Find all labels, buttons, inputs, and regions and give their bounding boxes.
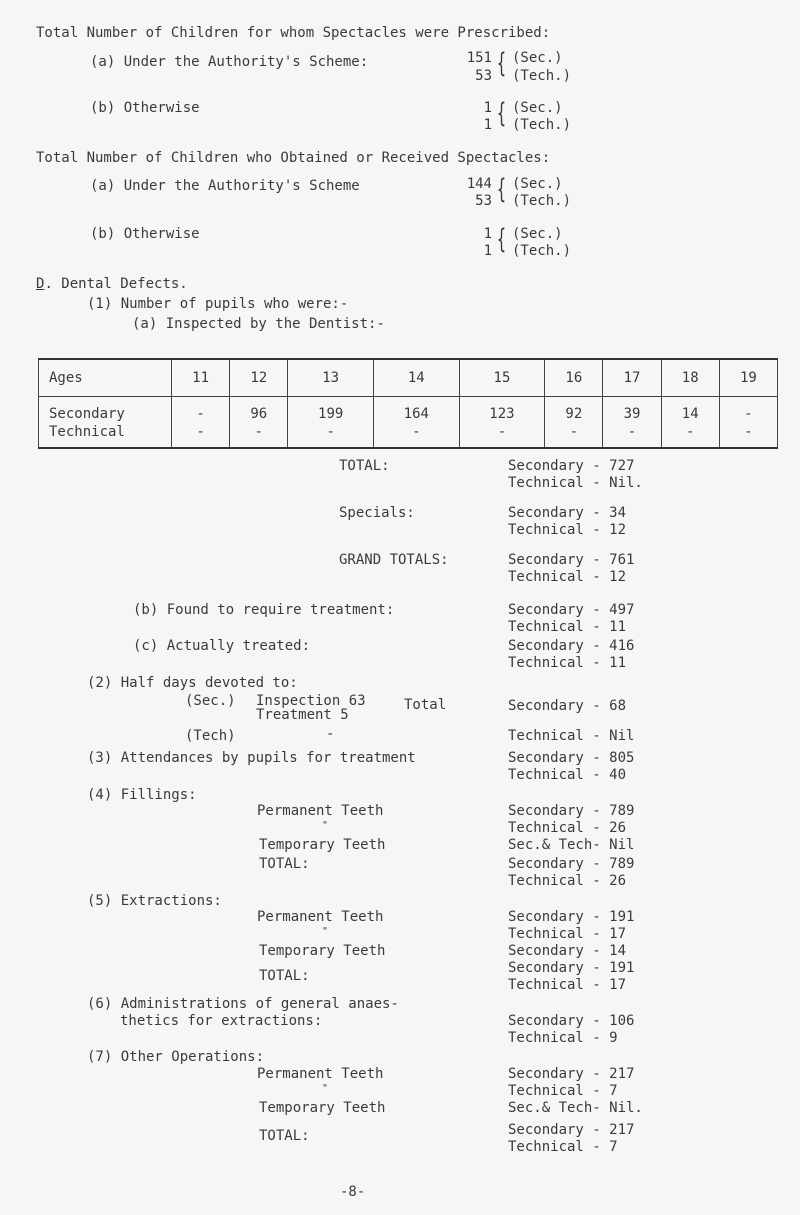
extractions-temporary-teeth: Temporary Teeth: [259, 943, 386, 959]
table-cell: -: [172, 397, 230, 424]
table-header-cell: 14: [373, 359, 459, 397]
brace-icon: {: [497, 98, 506, 129]
extractions-permanent-teeth: Permanent Teeth: [257, 909, 384, 925]
table-row: [39, 423, 778, 448]
dental-q1a: (a) Inspected by the Dentist:-: [132, 316, 385, 332]
spectacles-obtained-heading: Total Number of Children who Obtained or Received Spectacles:: [36, 150, 551, 166]
table-header-cell: 17: [603, 359, 661, 397]
prescribed-b-tech: 1: [483, 117, 492, 133]
table-header-cell: 12: [230, 359, 288, 397]
grand-secondary: Secondary - 761: [508, 552, 635, 568]
extractions-total-secondary: Secondary - 191: [508, 960, 635, 976]
fillings-temporary-teeth: Temporary Teeth: [259, 837, 386, 853]
extractions-perm-secondary: Secondary - 191: [508, 909, 635, 925]
table-cell: -: [719, 423, 777, 448]
table-header-cell: 19: [719, 359, 777, 397]
table-cell: -: [545, 423, 603, 448]
brace-icon: {: [497, 48, 506, 79]
table-cell: -: [230, 423, 288, 448]
extractions-total-technical: Technical - 17: [508, 977, 627, 993]
tech-tag: (Tech.): [512, 243, 572, 259]
total-label: TOTAL:: [339, 458, 390, 474]
treated-label: (c) Actually treated:: [133, 638, 311, 654]
halfdays-sec: (Sec.): [185, 693, 236, 709]
sec-tag: (Sec.): [512, 176, 563, 192]
obtained-b-sec: 1: [483, 226, 492, 242]
table-header-cell: Ages: [39, 359, 172, 397]
found-technical: Technical - 11: [508, 619, 627, 635]
specials-technical: Technical - 12: [508, 522, 627, 538]
fillings-total-technical: Technical - 26: [508, 873, 627, 889]
sec-tag: (Sec.): [512, 50, 563, 66]
obtained-a-tech: 53: [475, 193, 492, 209]
table-cell: 199: [288, 397, 374, 424]
anaesthetics-label-line1: (6) Administrations of general anaes-: [87, 996, 399, 1012]
obtained-b-tech: 1: [483, 243, 492, 259]
table-cell: -: [459, 423, 545, 448]
treated-secondary: Secondary - 416: [508, 638, 635, 654]
other-total-secondary: Secondary - 217: [508, 1122, 635, 1138]
prescribed-a-sec: 151: [466, 50, 492, 66]
grand-technical: Technical - 12: [508, 569, 627, 585]
other-temp-value: Sec.& Tech- Nil.: [508, 1100, 643, 1116]
tech-tag: (Tech.): [512, 117, 572, 133]
table-header-cell: 15: [459, 359, 545, 397]
ditto-mark: ": [322, 820, 329, 831]
found-label: (b) Found to require treatment:: [133, 602, 395, 618]
table-header-cell: 18: [661, 359, 719, 397]
obtained-a-sec: 144: [466, 176, 492, 192]
dental-q1: (1) Number of pupils who were:-: [87, 296, 349, 312]
other-ops-label: (7) Other Operations:: [87, 1049, 265, 1065]
prescribed-b-label: (b) Otherwise: [90, 100, 200, 116]
table-cell: -: [288, 423, 374, 448]
fillings-perm-technical: Technical - 26: [508, 820, 627, 836]
extractions-label: (5) Extractions:: [87, 893, 222, 909]
attendances-technical: Technical - 40: [508, 767, 627, 783]
other-total-technical: Technical - 7: [508, 1139, 618, 1155]
total-secondary: Secondary - 727: [508, 458, 635, 474]
halfdays-tech: (Tech): [185, 728, 236, 744]
obtained-a-label: (a) Under the Authority's Scheme: [90, 178, 360, 194]
other-temporary-teeth: Temporary Teeth: [259, 1100, 386, 1116]
specials-label: Specials:: [339, 505, 415, 521]
fillings-total-label: TOTAL:: [259, 856, 310, 872]
brace-icon: {: [497, 174, 506, 205]
table-cell: 14: [661, 397, 719, 424]
sec-tag: (Sec.): [512, 100, 563, 116]
fillings-permanent-teeth: Permanent Teeth: [257, 803, 384, 819]
table-cell: -: [373, 423, 459, 448]
ages-table: [38, 358, 778, 449]
prescribed-a-tech: 53: [475, 68, 492, 84]
table-cell: 164: [373, 397, 459, 424]
table-cell: Secondary: [39, 397, 172, 424]
other-perm-technical: Technical - 7: [508, 1083, 618, 1099]
fillings-temp-value: Sec.& Tech- Nil: [508, 837, 635, 853]
halfdays-technical: Technical - Nil: [508, 728, 635, 744]
ditto-mark: ": [322, 926, 329, 937]
page-number: -8-: [340, 1184, 366, 1200]
table-header-cell: 13: [288, 359, 374, 397]
attendances-secondary: Secondary - 805: [508, 750, 635, 766]
attendances-label: (3) Attendances by pupils for treatment: [87, 750, 416, 766]
table-row: [39, 397, 778, 424]
halfdays-total-word: Total: [404, 697, 447, 713]
table-cell: 92: [545, 397, 603, 424]
brace-icon: {: [497, 224, 506, 255]
found-secondary: Secondary - 497: [508, 602, 635, 618]
dental-heading: D. Dental Defects.: [36, 276, 188, 292]
extractions-perm-technical: Technical - 17: [508, 926, 627, 942]
fillings-label: (4) Fillings:: [87, 787, 197, 803]
sec-tag: (Sec.): [512, 226, 563, 242]
halfdays-label: (2) Half days devoted to:: [87, 675, 298, 691]
table-cell: 96: [230, 397, 288, 424]
grand-totals-label: GRAND TOTALS:: [339, 552, 449, 568]
table-cell: Technical: [39, 423, 172, 448]
extractions-total-label: TOTAL:: [259, 968, 310, 984]
halfdays-tech-dash: -: [326, 726, 335, 742]
other-total-label: TOTAL:: [259, 1128, 310, 1144]
fillings-perm-secondary: Secondary - 789: [508, 803, 635, 819]
anaesthetics-secondary: Secondary - 106: [508, 1013, 635, 1029]
table-header-row: [39, 359, 778, 397]
other-permanent-teeth: Permanent Teeth: [257, 1066, 384, 1082]
prescribed-b-sec: 1: [483, 100, 492, 116]
halfdays-treatment: Treatment 5: [256, 707, 349, 723]
specials-secondary: Secondary - 34: [508, 505, 627, 521]
treated-technical: Technical - 11: [508, 655, 627, 671]
tech-tag: (Tech.): [512, 68, 572, 84]
other-perm-secondary: Secondary - 217: [508, 1066, 635, 1082]
table-cell: -: [172, 423, 230, 448]
table-cell: -: [719, 397, 777, 424]
anaesthetics-label-line2: thetics for extractions:: [120, 1013, 323, 1029]
anaesthetics-technical: Technical - 9: [508, 1030, 618, 1046]
spectacles-prescribed-heading: Total Number of Children for whom Spectacles were Prescribed:: [36, 25, 551, 41]
halfdays-secondary: Secondary - 68: [508, 698, 627, 714]
halfdays-inspection: Inspection 63: [256, 693, 366, 709]
table-header-cell: 16: [545, 359, 603, 397]
fillings-total-secondary: Secondary - 789: [508, 856, 635, 872]
extractions-temp-value: Secondary - 14: [508, 943, 627, 959]
table-cell: -: [603, 423, 661, 448]
total-technical: Technical - Nil.: [508, 475, 643, 491]
table-cell: 123: [459, 397, 545, 424]
prescribed-a-label: (a) Under the Authority's Scheme:: [90, 54, 369, 70]
ditto-mark: ": [322, 1083, 329, 1094]
obtained-b-label: (b) Otherwise: [90, 226, 200, 242]
tech-tag: (Tech.): [512, 193, 572, 209]
table-cell: -: [661, 423, 719, 448]
table-cell: 39: [603, 397, 661, 424]
table-header-cell: 11: [172, 359, 230, 397]
